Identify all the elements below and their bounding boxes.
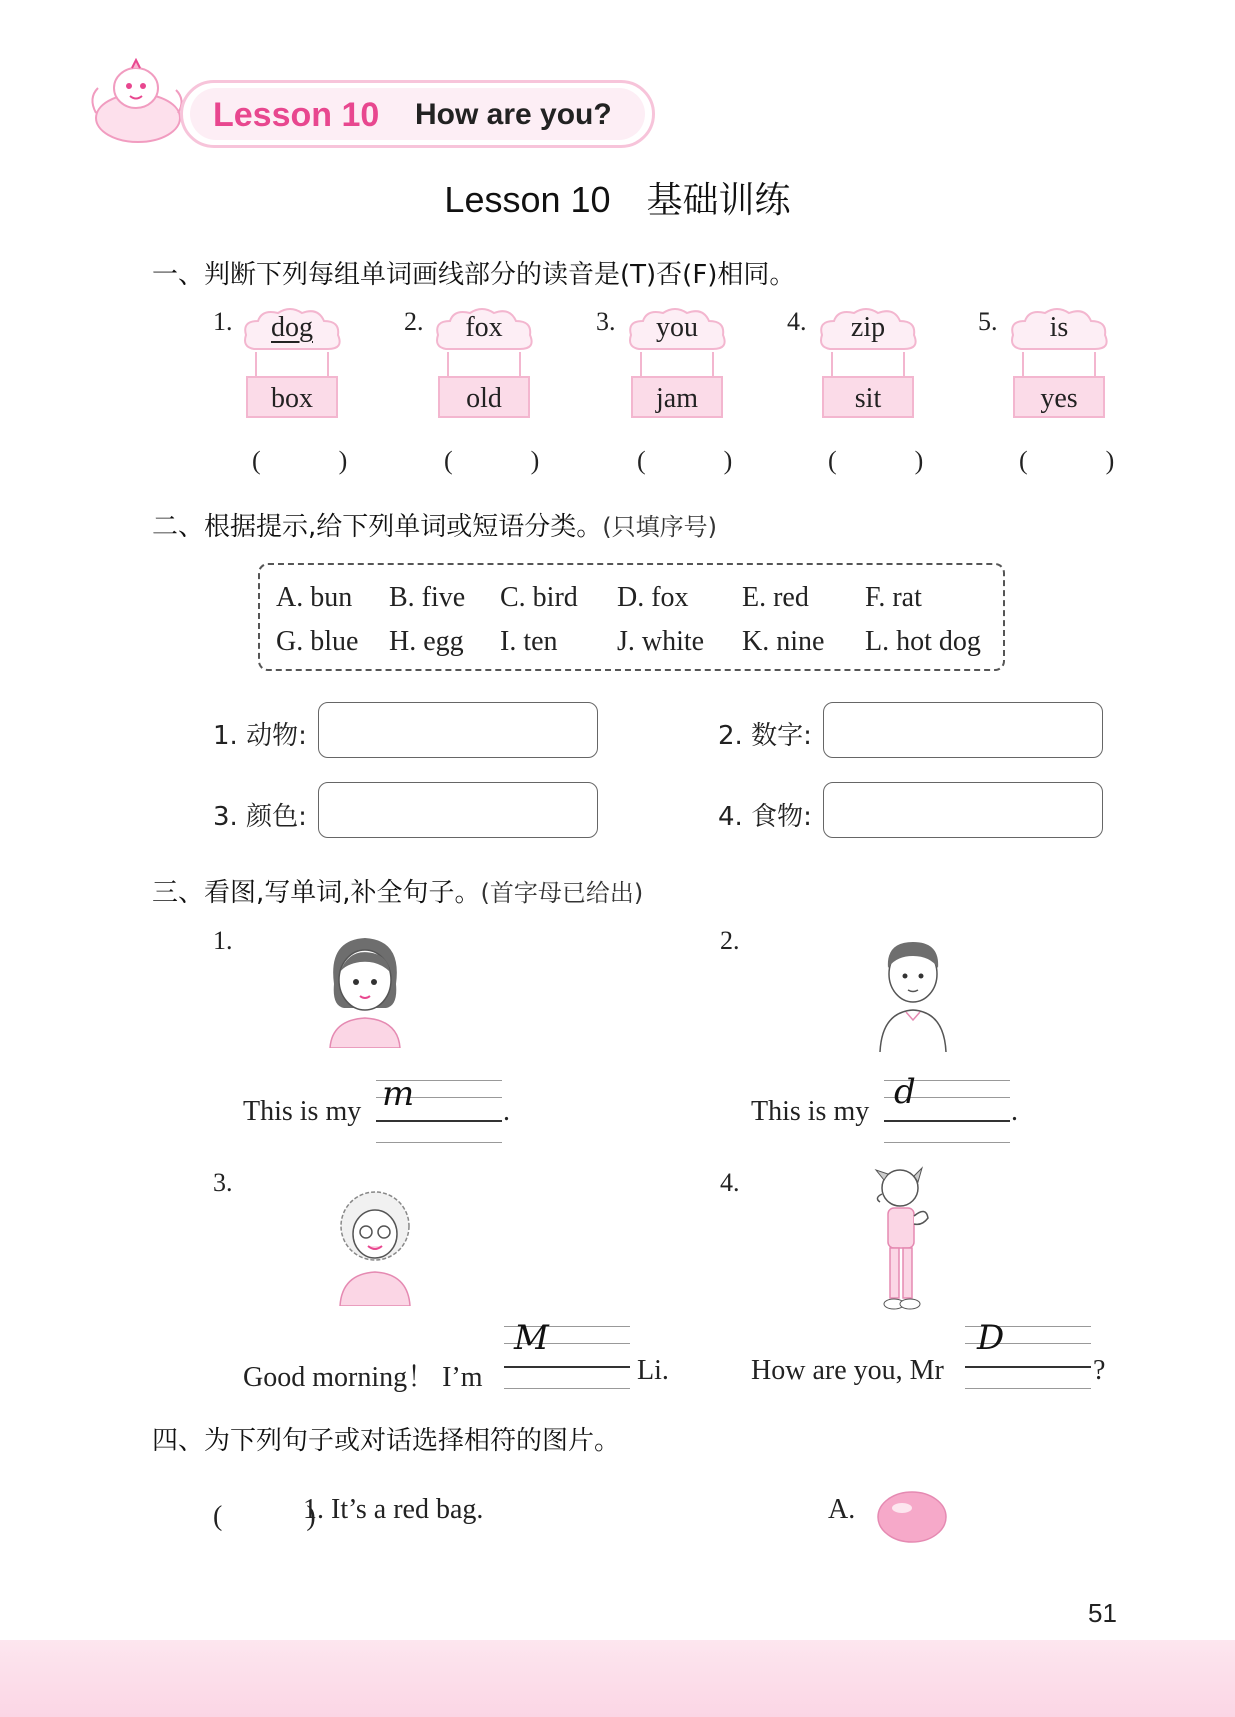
category-answer-box[interactable]: [823, 702, 1103, 758]
hanger: [255, 352, 257, 376]
hanger: [831, 352, 833, 376]
lesson-subtitle: How are you?: [415, 98, 612, 131]
writing-lines[interactable]: [965, 1318, 1091, 1388]
given-letter: M: [514, 1318, 549, 1358]
answer-blank[interactable]: ( ): [213, 1501, 316, 1532]
item-number: 1.: [213, 307, 233, 336]
option: D. fox: [617, 582, 689, 613]
page-title: Lesson 10 基础训练: [444, 179, 791, 220]
category-answer-box[interactable]: [318, 702, 598, 758]
hanger: [903, 352, 905, 376]
hanger: [519, 352, 521, 376]
sentence-text: This is my: [751, 1096, 870, 1127]
option: F. rat: [865, 582, 922, 613]
top-word: is: [1049, 312, 1069, 343]
given-letter: D: [977, 1318, 1005, 1358]
hanger: [712, 352, 714, 376]
writing-lines[interactable]: [504, 1318, 630, 1388]
item-number: 3.: [213, 1168, 233, 1197]
option: A. bun: [276, 582, 353, 613]
hanger: [447, 352, 449, 376]
category-answer-box[interactable]: [823, 782, 1103, 838]
answer-blank[interactable]: ( ): [637, 446, 733, 475]
section3-title: 三、看图,写单词,补全句子。(首字母已给出): [152, 878, 644, 908]
sentence-end: Li.: [637, 1355, 669, 1386]
option: G. blue: [276, 626, 359, 657]
top-word: fox: [465, 312, 503, 343]
option: K. nine: [742, 626, 825, 657]
item-number: 4.: [720, 1168, 740, 1197]
top-word: you: [656, 312, 698, 343]
section2-title: 二、根据提示,给下列单词或短语分类。(只填序号): [152, 512, 717, 542]
bottom-word: box: [246, 376, 338, 418]
item-number: 5.: [978, 307, 998, 336]
section3-note: (首字母已给出): [480, 879, 644, 907]
sentence-text: This is my: [243, 1096, 362, 1127]
item-number: 3.: [596, 307, 616, 336]
page-number: 51: [1088, 1598, 1117, 1628]
category-label: 2. 数字:: [718, 721, 812, 751]
answer-blank[interactable]: ( ): [1019, 446, 1115, 475]
option: I. ten: [500, 626, 558, 657]
lesson-label: Lesson 10: [213, 96, 380, 134]
given-letter: m: [382, 1074, 415, 1114]
hanger: [1094, 352, 1096, 376]
top-word: dog: [271, 312, 313, 343]
writing-lines[interactable]: [884, 1072, 1010, 1142]
grandmother-picture: [330, 1186, 420, 1306]
mother-picture: [320, 932, 410, 1048]
section4-title: 四、为下列句子或对话选择相符的图片。: [152, 1426, 621, 1456]
bottom-word: yes: [1013, 376, 1105, 418]
option: E. red: [742, 582, 809, 613]
footer-band: [0, 1640, 1235, 1717]
item-number: 2.: [404, 307, 424, 336]
mascot-illustration: [78, 58, 188, 148]
item-number: 1.: [213, 926, 233, 955]
pink-egg-picture: [876, 1488, 948, 1546]
sentence-end: ?: [1093, 1355, 1106, 1386]
category-answer-box[interactable]: [318, 782, 598, 838]
section2-note: (只填序号): [602, 513, 717, 541]
item-number: 4.: [787, 307, 807, 336]
option: L. hot dog: [865, 626, 981, 657]
section1-title: 一、判断下列每组单词画线部分的读音是(T)否(F)相同。: [152, 260, 796, 290]
sentence-text: How are you, Mr: [751, 1355, 944, 1386]
option: J. white: [617, 626, 705, 657]
question-text: 1. It’s a red bag.: [303, 1494, 484, 1525]
option: H. egg: [389, 626, 464, 657]
answer-blank[interactable]: ( ): [444, 446, 540, 475]
sentence-text: Good morning！ I’m: [243, 1362, 483, 1393]
sentence-end: .: [1011, 1096, 1018, 1127]
category-label: 3. 颜色:: [213, 802, 307, 832]
given-letter: d: [894, 1072, 916, 1112]
hanger: [640, 352, 642, 376]
category-label: 4. 食物:: [718, 802, 812, 832]
writing-lines[interactable]: [376, 1074, 502, 1142]
dog-character-picture: [870, 1166, 942, 1314]
bottom-word: old: [438, 376, 530, 418]
option: C. bird: [500, 582, 578, 613]
answer-blank[interactable]: ( ): [828, 446, 924, 475]
hanger: [1022, 352, 1024, 376]
sentence-end: .: [503, 1096, 510, 1127]
bottom-word: sit: [822, 376, 914, 418]
father-picture: [868, 932, 958, 1052]
answer-blank[interactable]: ( ): [252, 446, 348, 475]
option: B. five: [389, 582, 466, 613]
top-word: zip: [850, 312, 886, 343]
category-label: 1. 动物:: [213, 721, 307, 751]
item-number: 2.: [720, 926, 740, 955]
bottom-word: jam: [631, 376, 723, 418]
hanger: [327, 352, 329, 376]
picture-label: A.: [828, 1494, 856, 1525]
